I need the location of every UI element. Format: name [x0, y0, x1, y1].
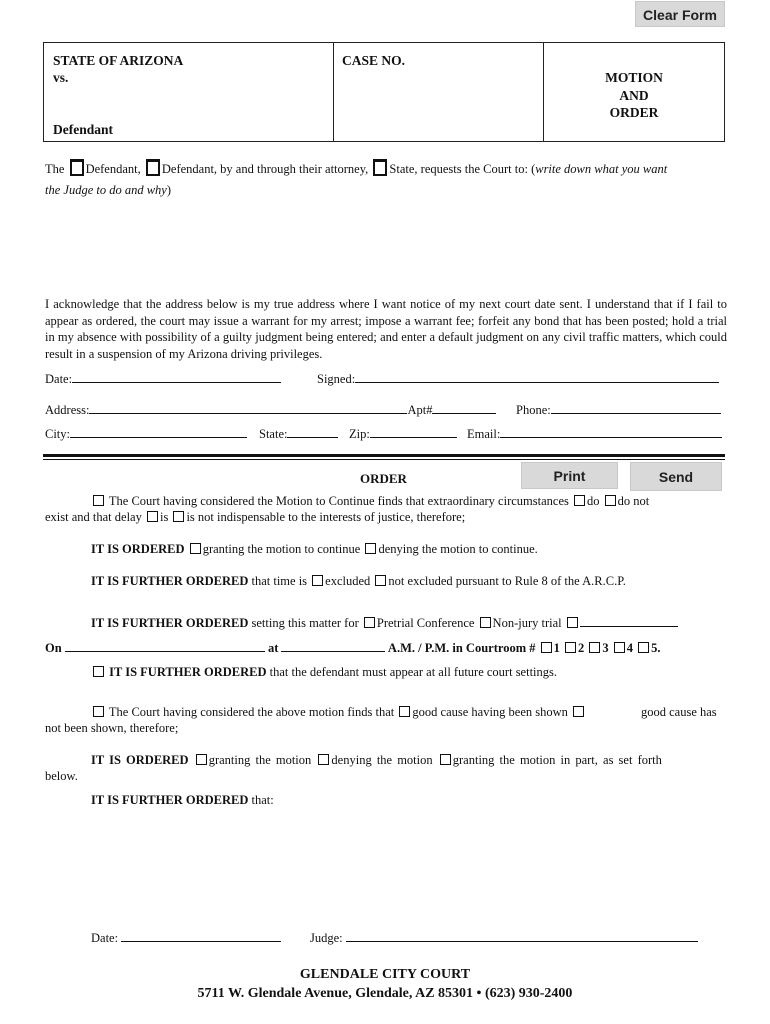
deny-continue-checkbox[interactable] — [365, 543, 376, 554]
extraordinary-text: The Court having considered the Motion to Continue finds that extraordinary circumstances — [108, 494, 569, 508]
case-number-cell[interactable] — [334, 43, 544, 141]
signed-field[interactable] — [355, 370, 719, 383]
excluded-checkbox[interactable] — [312, 575, 323, 586]
title-line-3: ORDER — [609, 105, 659, 120]
case-no-label: CASE NO. — [342, 53, 406, 68]
it-is-ordered-label: IT IS ORDERED — [91, 542, 185, 556]
courtroom-1-checkbox[interactable] — [541, 642, 552, 653]
future-appearance-row — [91, 665, 557, 680]
on-label: On — [45, 641, 62, 655]
request-instruction-1: write down what you want — [535, 162, 668, 176]
deny-motion-label: denying the motion — [331, 753, 433, 767]
courtroom-3-checkbox[interactable] — [589, 642, 600, 653]
title-line-1: MOTION — [605, 70, 663, 85]
good-cause-shown-checkbox[interactable] — [399, 706, 410, 717]
courtroom-3-label: 3 — [602, 641, 609, 655]
court-address: 5711 W. Glendale Avenue, Glendale, AZ 85301 • (623) 930-2400 — [197, 986, 573, 1001]
further-orders-text-area[interactable] — [45, 812, 725, 922]
further-ordered-label: IT IS FURTHER ORDERED — [109, 665, 267, 679]
courtroom-1-label: 1 — [553, 641, 560, 655]
section-divider-thin — [43, 459, 725, 460]
do-not-label: do not — [617, 494, 650, 508]
is-checkbox[interactable] — [147, 511, 158, 522]
ampm-courtroom-label: A.M. / P.M. in Courtroom # — [387, 641, 536, 655]
that-label: that: — [251, 793, 274, 807]
defendant-label: Defendant — [53, 122, 113, 137]
non-jury-label: Non-jury trial — [492, 616, 562, 630]
judge-label: Judge: — [310, 931, 343, 945]
request-line-2 — [45, 183, 171, 198]
further-ordered-label: IT IS FURTHER ORDERED — [91, 616, 249, 630]
section-divider-thick — [43, 454, 725, 457]
grant-continue-label: granting the motion to continue — [202, 542, 361, 556]
ordered-continue-row — [91, 542, 538, 557]
email-label: Email: — [467, 427, 501, 441]
address-row — [45, 401, 496, 418]
do-not-checkbox[interactable] — [605, 495, 616, 506]
signed-row — [317, 370, 719, 387]
pretrial-checkbox[interactable] — [364, 617, 375, 628]
future-appearance-text: that the defendant must appear at all future court settings. — [269, 665, 558, 679]
ordered-motion-row — [91, 753, 662, 768]
zip-label: Zip: — [349, 427, 370, 441]
further-ordered-that-row — [91, 793, 274, 808]
above-motion-checkbox[interactable] — [93, 706, 104, 717]
below-text: below. — [45, 769, 78, 783]
grant-motion-label: granting the motion — [208, 753, 312, 767]
grant-part-checkbox[interactable] — [440, 754, 451, 765]
case-caption-box — [43, 42, 725, 142]
ordered-motion-row-2 — [45, 769, 78, 784]
hearing-date-field[interactable] — [65, 639, 265, 652]
defendant-attorney-checkbox[interactable] — [146, 159, 160, 176]
pretrial-label: Pretrial Conference — [376, 616, 475, 630]
defendant-attorney-option-label: Defendant, by and through their attorney, — [161, 162, 369, 176]
state-row — [259, 425, 338, 442]
state-label: State: — [259, 427, 288, 441]
deny-continue-label: denying the motion to continue. — [378, 542, 538, 556]
good-cause-not-shown-checkbox[interactable] — [573, 706, 584, 717]
extraordinary-line-2 — [45, 510, 465, 525]
request-line — [45, 159, 667, 177]
grant-motion-checkbox[interactable] — [196, 754, 207, 765]
courtroom-5-label: 5. — [651, 641, 661, 655]
phone-field[interactable] — [551, 401, 721, 414]
state-checkbox[interactable] — [373, 159, 387, 176]
further-ordered-label: IT IS FURTHER ORDERED — [91, 793, 249, 807]
excluded-label: excluded — [325, 574, 371, 588]
city-row — [45, 425, 247, 442]
courtroom-2-checkbox[interactable] — [565, 642, 576, 653]
time-excluded-row — [91, 574, 626, 589]
other-setting-field[interactable] — [580, 614, 678, 627]
send-button[interactable]: Send — [630, 462, 722, 491]
good-cause-line-2 — [45, 721, 178, 736]
address-field[interactable] — [89, 401, 407, 414]
not-excluded-label: not excluded pursuant to Rule 8 of the A.R.C.P. — [388, 574, 626, 588]
email-field[interactable] — [500, 425, 722, 438]
delay-text: exist and that delay — [45, 510, 142, 524]
city-label: City: — [45, 427, 71, 441]
request-close-paren: ) — [166, 183, 172, 197]
signed-label: Signed: — [317, 372, 356, 386]
deny-motion-checkbox[interactable] — [318, 754, 329, 765]
motion-continue-checkbox[interactable] — [93, 495, 104, 506]
date-signed-row — [45, 370, 281, 387]
phone-row — [516, 401, 721, 418]
time-is-text: that time is — [251, 574, 308, 588]
hearing-time-field[interactable] — [281, 639, 385, 652]
apt-field[interactable] — [432, 401, 496, 414]
request-text-area[interactable] — [45, 205, 725, 290]
do-label: do — [587, 494, 600, 508]
do-checkbox[interactable] — [574, 495, 585, 506]
setting-row — [91, 614, 678, 631]
defendant-option-label: Defendant, — [85, 162, 141, 176]
further-ordered-label: IT IS FURTHER ORDERED — [91, 574, 249, 588]
defendant-checkbox[interactable] — [70, 159, 84, 176]
order-date-field[interactable] — [121, 929, 281, 942]
judge-row — [310, 929, 698, 946]
above-motion-text: The Court having considered the above motion finds that — [108, 705, 395, 719]
zip-row — [349, 425, 457, 442]
extraordinary-line-1 — [91, 494, 649, 509]
good-cause-shown-label: good cause having been shown — [412, 705, 568, 719]
title-line-2: AND — [619, 87, 649, 103]
hearing-date-row — [45, 639, 660, 656]
good-cause-not-shown-row — [641, 705, 717, 720]
email-row — [467, 425, 722, 442]
vs-label: vs. — [53, 70, 69, 85]
date-label: Date: — [45, 372, 73, 386]
setting-text: setting this matter for — [251, 616, 359, 630]
good-cause-line-1 — [91, 705, 670, 720]
address-label: Address: — [45, 403, 90, 417]
city-field[interactable] — [70, 425, 247, 438]
courtroom-4-checkbox[interactable] — [614, 642, 625, 653]
acknowledgement-paragraph: I acknowledge that the address below is my true address where I want notice of my next court date sent. I understand that if I fail to appear as ordered, the court may issue a warrant for my arrest; impose a warrant fee; forfeit any bond that has been posted; hold a trial in my absence with possibility of a guilty judgment being entered; and enter a default judgment on any civil traffic matters, which could result in a suspension of my Arizona driving privileges. — [45, 297, 727, 361]
state-of-arizona-label: STATE OF ARIZONA — [53, 53, 184, 68]
courtroom-5-checkbox[interactable] — [638, 642, 649, 653]
it-is-ordered-label: IT IS ORDERED — [91, 753, 189, 767]
phone-label: Phone: — [516, 403, 551, 417]
document-title — [544, 69, 724, 122]
courtroom-4-label: 4 — [626, 641, 633, 655]
caption-parties-cell — [44, 43, 334, 141]
is-not-label: is not indispensable to the interests of justice, therefore; — [186, 510, 466, 524]
zip-field[interactable] — [370, 425, 457, 438]
request-the: The — [45, 162, 65, 176]
order-heading: ORDER — [360, 471, 407, 486]
date-field[interactable] — [72, 370, 281, 383]
state-option-label: State, requests the Court to: ( — [389, 162, 536, 176]
state-field[interactable] — [287, 425, 338, 438]
print-button[interactable]: Print — [521, 462, 618, 489]
good-cause-not-shown-first: good cause has — [641, 705, 717, 719]
document-title-cell — [544, 43, 724, 141]
non-jury-checkbox[interactable] — [480, 617, 491, 628]
clear-form-button[interactable]: Clear Form — [635, 1, 725, 27]
is-not-checkbox[interactable] — [173, 511, 184, 522]
order-date-row — [91, 929, 281, 946]
apt-label: Apt# — [407, 403, 433, 417]
grant-continue-checkbox[interactable] — [190, 543, 201, 554]
request-instruction-2: the Judge to do and why — [45, 183, 167, 197]
courtroom-2-label: 2 — [577, 641, 585, 655]
other-setting-checkbox[interactable] — [567, 617, 578, 628]
order-date-label: Date: — [91, 931, 119, 945]
court-name: GLENDALE CITY COURT — [299, 967, 471, 982]
is-label: is — [159, 510, 169, 524]
grant-part-label: granting the motion in part, as set forth — [452, 753, 662, 767]
future-appearance-checkbox[interactable] — [93, 666, 104, 677]
at-label: at — [267, 641, 279, 655]
not-excluded-checkbox[interactable] — [375, 575, 386, 586]
judge-signature-field[interactable] — [346, 929, 698, 942]
good-cause-not-shown-rest: not been shown, therefore; — [45, 721, 179, 735]
